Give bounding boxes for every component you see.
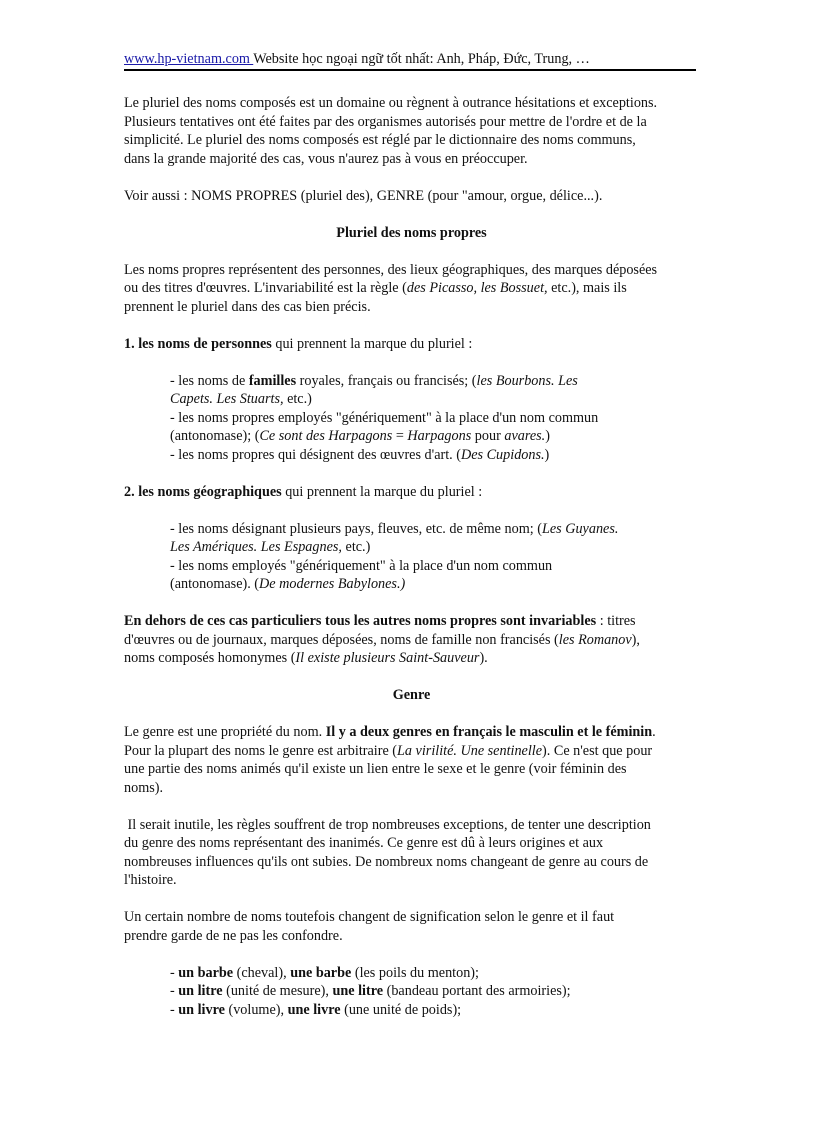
text-line: Pour la plupart des noms le genre est arbitraire (La virilité. Une sentinelle). Ce n'est que pour [124,742,653,759]
text-line: Le genre est une propriété du nom. Il y a deux genres en français le masculin et le féminin. [124,724,656,740]
pluriel-intro-paragraph [124,261,699,317]
section-title-pluriel: Pluriel des noms propres [336,224,487,241]
text-line: l'histoire. [124,872,177,888]
text-line: nombreuses influences qu'ils ont subies. De nombreux noms changeant de genre au cours de [124,853,649,870]
text-line: prendre garde de ne pas les confondre. [124,927,343,944]
text-line: Un certain nombre de noms toutefois changent de signification selon le genre et il faut [124,909,615,925]
genre-pairs-list [170,964,699,1020]
list-item-cont: Les Amériques. Les Espagnes, etc.) [170,539,371,555]
list-item: - les noms propres employés "génériquement" à la place d'un nom commun [170,409,599,426]
text-line: noms composés homonymes (Il existe plusieurs Saint-Sauveur). [124,650,488,666]
list-item-cont: (antonomase). (De modernes Babylones.) [170,576,406,592]
text-line: simplicité. Le pluriel des noms composés est réglé par le dictionnaire des noms communs, [124,132,636,148]
text-line: d'œuvres ou de journaux, marques déposées, noms de famille non francisés (les Romanov), [124,631,640,648]
list-item: - un barbe (cheval), une barbe (les poils du menton); [170,964,479,981]
see-also-line: Voir aussi : NOMS PROPRES (pluriel des), GENRE (pour "amour, orgue, délice...). [124,187,603,204]
text-line: ou des titres d'œuvres. L'invariabilité est la règle (des Picasso, les Bossuet, etc.), mais ils [124,280,627,296]
list-item: - un livre (volume), une livre (une unité de poids); [170,1001,462,1018]
text-line: noms). [124,779,164,796]
text-line: Plusieurs tentatives ont été faites par des organismes autorisés pour mettre de l'ordre et de la [124,113,647,130]
list-noms-personnes [170,372,699,465]
subsection-noms-personnes: 1. les noms de personnes qui prennent la marque du pluriel : [124,335,473,352]
text-line: prennent le pluriel dans des cas bien précis. [124,298,371,315]
list-item-cont: (antonomase); (Ce sont des Harpagons = Harpagons pour avares.) [170,428,550,444]
intro-paragraph [124,94,699,168]
header-tagline: Website học ngoại ngữ tốt nhất: Anh, Pháp, Đức, Trung, … [253,51,590,67]
document-body [124,94,699,1019]
invariables-paragraph [124,612,699,668]
subsection-noms-geographiques: 2. les noms géographiques qui prennent la marque du pluriel : [124,483,483,500]
list-item: - les noms employés "génériquement" à la place d'un nom commun [170,557,553,574]
genre-paragraph-2 [124,816,699,890]
section-title-genre: Genre [392,687,431,703]
page-header [124,51,696,71]
text-line: dans la grande majorité des cas, vous n'aurez pas à vous en préoccuper. [124,150,528,167]
text-line: une partie des noms animés qu'il existe un lien entre le sexe et le genre (voir féminin des [124,761,627,777]
list-item: - les noms de familles royales, français ou francisés; (les Bourbons. Les [170,372,578,389]
list-item: - les noms propres qui désignent des œuvres d'art. (Des Cupidons.) [170,446,550,463]
genre-paragraph-3 [124,908,699,945]
text-line: Le pluriel des noms composés est un domaine ou règnent à outrance hésitations et exceptions. [124,95,658,111]
list-noms-geographiques [170,520,699,594]
list-item-cont: Capets. Les Stuarts, etc.) [170,391,312,407]
genre-paragraph-1 [124,723,699,797]
list-item: - un litre (unité de mesure), une litre (bandeau portant des armoiries); [170,983,571,999]
text-line: En dehors de ces cas particuliers tous les autres noms propres sont invariables : titres [124,613,636,629]
text-line: du genre des noms représentant des inanimés. Ce genre est dû à leurs origines et aux [124,835,604,851]
text-line: Il serait inutile, les règles souffrent de trop nombreuses exceptions, de tenter une description [124,816,651,833]
list-item: - les noms désignant plusieurs pays, fleuves, etc. de même nom; (Les Guyanes. [170,520,619,537]
website-link[interactable]: www.hp-vietnam.com [124,51,254,67]
text-line: Les noms propres représentent des personnes, des lieux géographiques, des marques déposées [124,261,658,278]
